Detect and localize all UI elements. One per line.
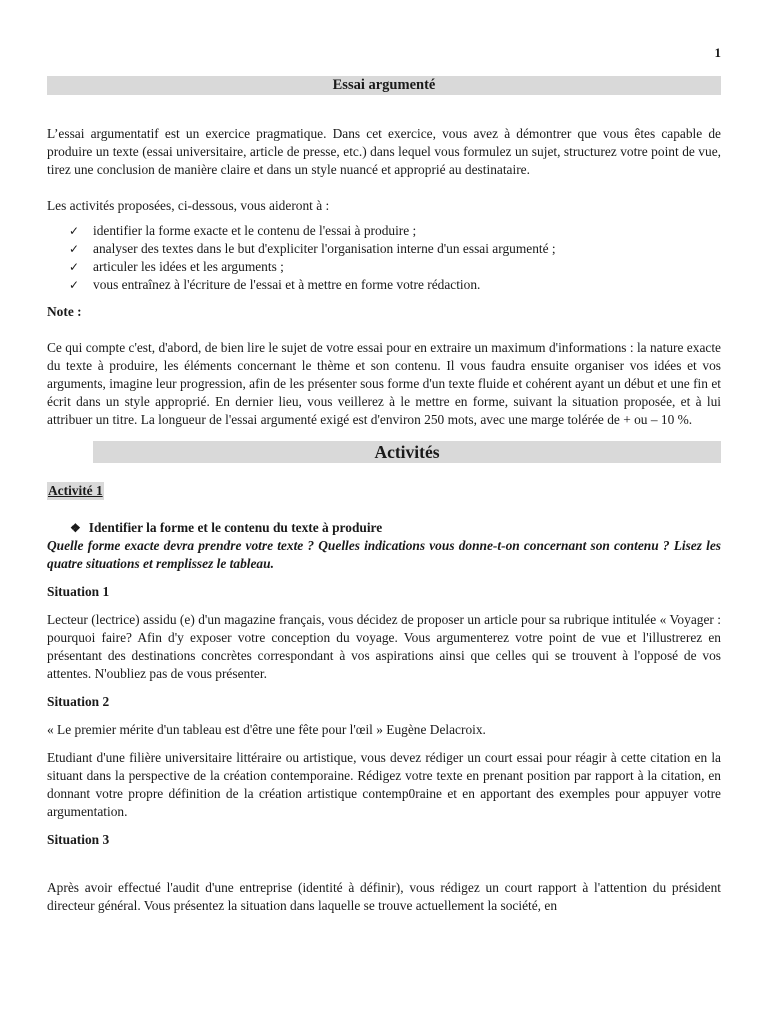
activity-label: Activité 1 xyxy=(48,483,103,498)
situation-2-text: Etudiant d'une filière universitaire littéraire ou artistique, vous devez rédiger un court essai pour réagir à cette citation en la situant dans la perspective de la création contemporaine. Rédigez votre texte en prenant position par rapport à la citation, en donnant votre propre définition de la création artistique contemp0raine et en apportant des exemples pour appuyer votre argumentation. xyxy=(47,750,721,819)
situation-2-quote: « Le premier mérite d'un tableau est d'être une fête pour l'œil » Eugène Delacroix. xyxy=(47,722,486,737)
document-title: Essai argumenté xyxy=(47,76,721,95)
situation-3-text: Après avoir effectué l'audit d'une entreprise (identité à définir), vous rédigez un court rapport à l'attention du président directeur général. Vous présentez la situation dans laquelle se trouve actuellement la société, en xyxy=(47,880,721,913)
checkmark-icon: ✓ xyxy=(69,260,80,274)
activity-question: Quelle forme exacte devra prendre votre texte ? Quelles indications vous donne-t-on concernant son contenu ? Lisez les quatre situations et remplissez le tableau. xyxy=(47,538,721,571)
section-title: Activités xyxy=(93,441,721,463)
activities-intro: Les activités proposées, ci-dessous, vous aideront à : xyxy=(47,198,330,213)
list-item: ✓ analyser des textes dans le but d'expliciter l'organisation interne d'un essai argumenté ; xyxy=(69,241,556,256)
situation-3-label: Situation 3 xyxy=(47,832,110,847)
objectives-list xyxy=(47,222,721,294)
diamond-bullet-icon: ❖ xyxy=(70,521,81,535)
checkmark-icon: ✓ xyxy=(69,242,80,256)
note-label: Note : xyxy=(47,304,82,319)
intro-paragraph: L’essai argumentatif est un exercice pragmatique. Dans cet exercice, vous avez à démontrer que vous êtes capable de produire un texte (essai universitaire, article de presse, etc.) dans lequel vous formulez un sujet, structurez votre point de vue, tirez une conclusion de manière claire et dans un style nuancé et approprié au destinataire. xyxy=(47,126,721,177)
situation-2-label: Situation 2 xyxy=(47,694,110,709)
checkmark-icon: ✓ xyxy=(69,224,80,238)
checkmark-icon: ✓ xyxy=(69,278,80,292)
page-number: 1 xyxy=(714,45,721,60)
situation-1-label: Situation 1 xyxy=(47,584,110,599)
note-paragraph: Ce qui compte c'est, d'abord, de bien lire le sujet de votre essai pour en extraire un maximum d'informations : la nature exacte du texte à produire, les éléments concernant le thème et son contenu. Il vous faudra ensuite organiser vos idées et vos arguments, imagine leur progression, afin de les présenter sous forme d'un texte fluide et cohérent ayant un début et une fin et écrit dans un style approprié. En dernier lieu, vous veillerez à le mettre en forme, suivant la situation proposée, et à lui attribuer un titre. La longueur de l'essai argumenté exigé est d'environ 250 mots, avec une marge tolérée de + ou – 10 %. xyxy=(47,340,721,427)
list-item: ✓ vous entraînez à l'écriture de l'essai et à mettre en forme votre rédaction. xyxy=(69,277,481,292)
list-item: ✓ articuler les idées et les arguments ; xyxy=(69,259,284,274)
list-item: ✓ identifier la forme exacte et le contenu de l'essai à produire ; xyxy=(69,223,417,238)
situation-1-text: Lecteur (lectrice) assidu (e) d'un magazine français, vous décidez de proposer un article pour sa rubrique intitulée « Voyager : pourquoi faire? Afin d'y exposer votre conception du voyage. Vous argumenterez votre point de vue et l'illustrerez en présentant des destinations concrètes correspondant à vos aspirations ainsi que celles qui se trouvent à l'opposé de vos attentes. N'oubliez pas de vous présenter. xyxy=(47,612,721,681)
activity-heading: ❖ Identifier la forme et le contenu du texte à produire xyxy=(70,520,383,535)
document-content xyxy=(47,76,721,915)
